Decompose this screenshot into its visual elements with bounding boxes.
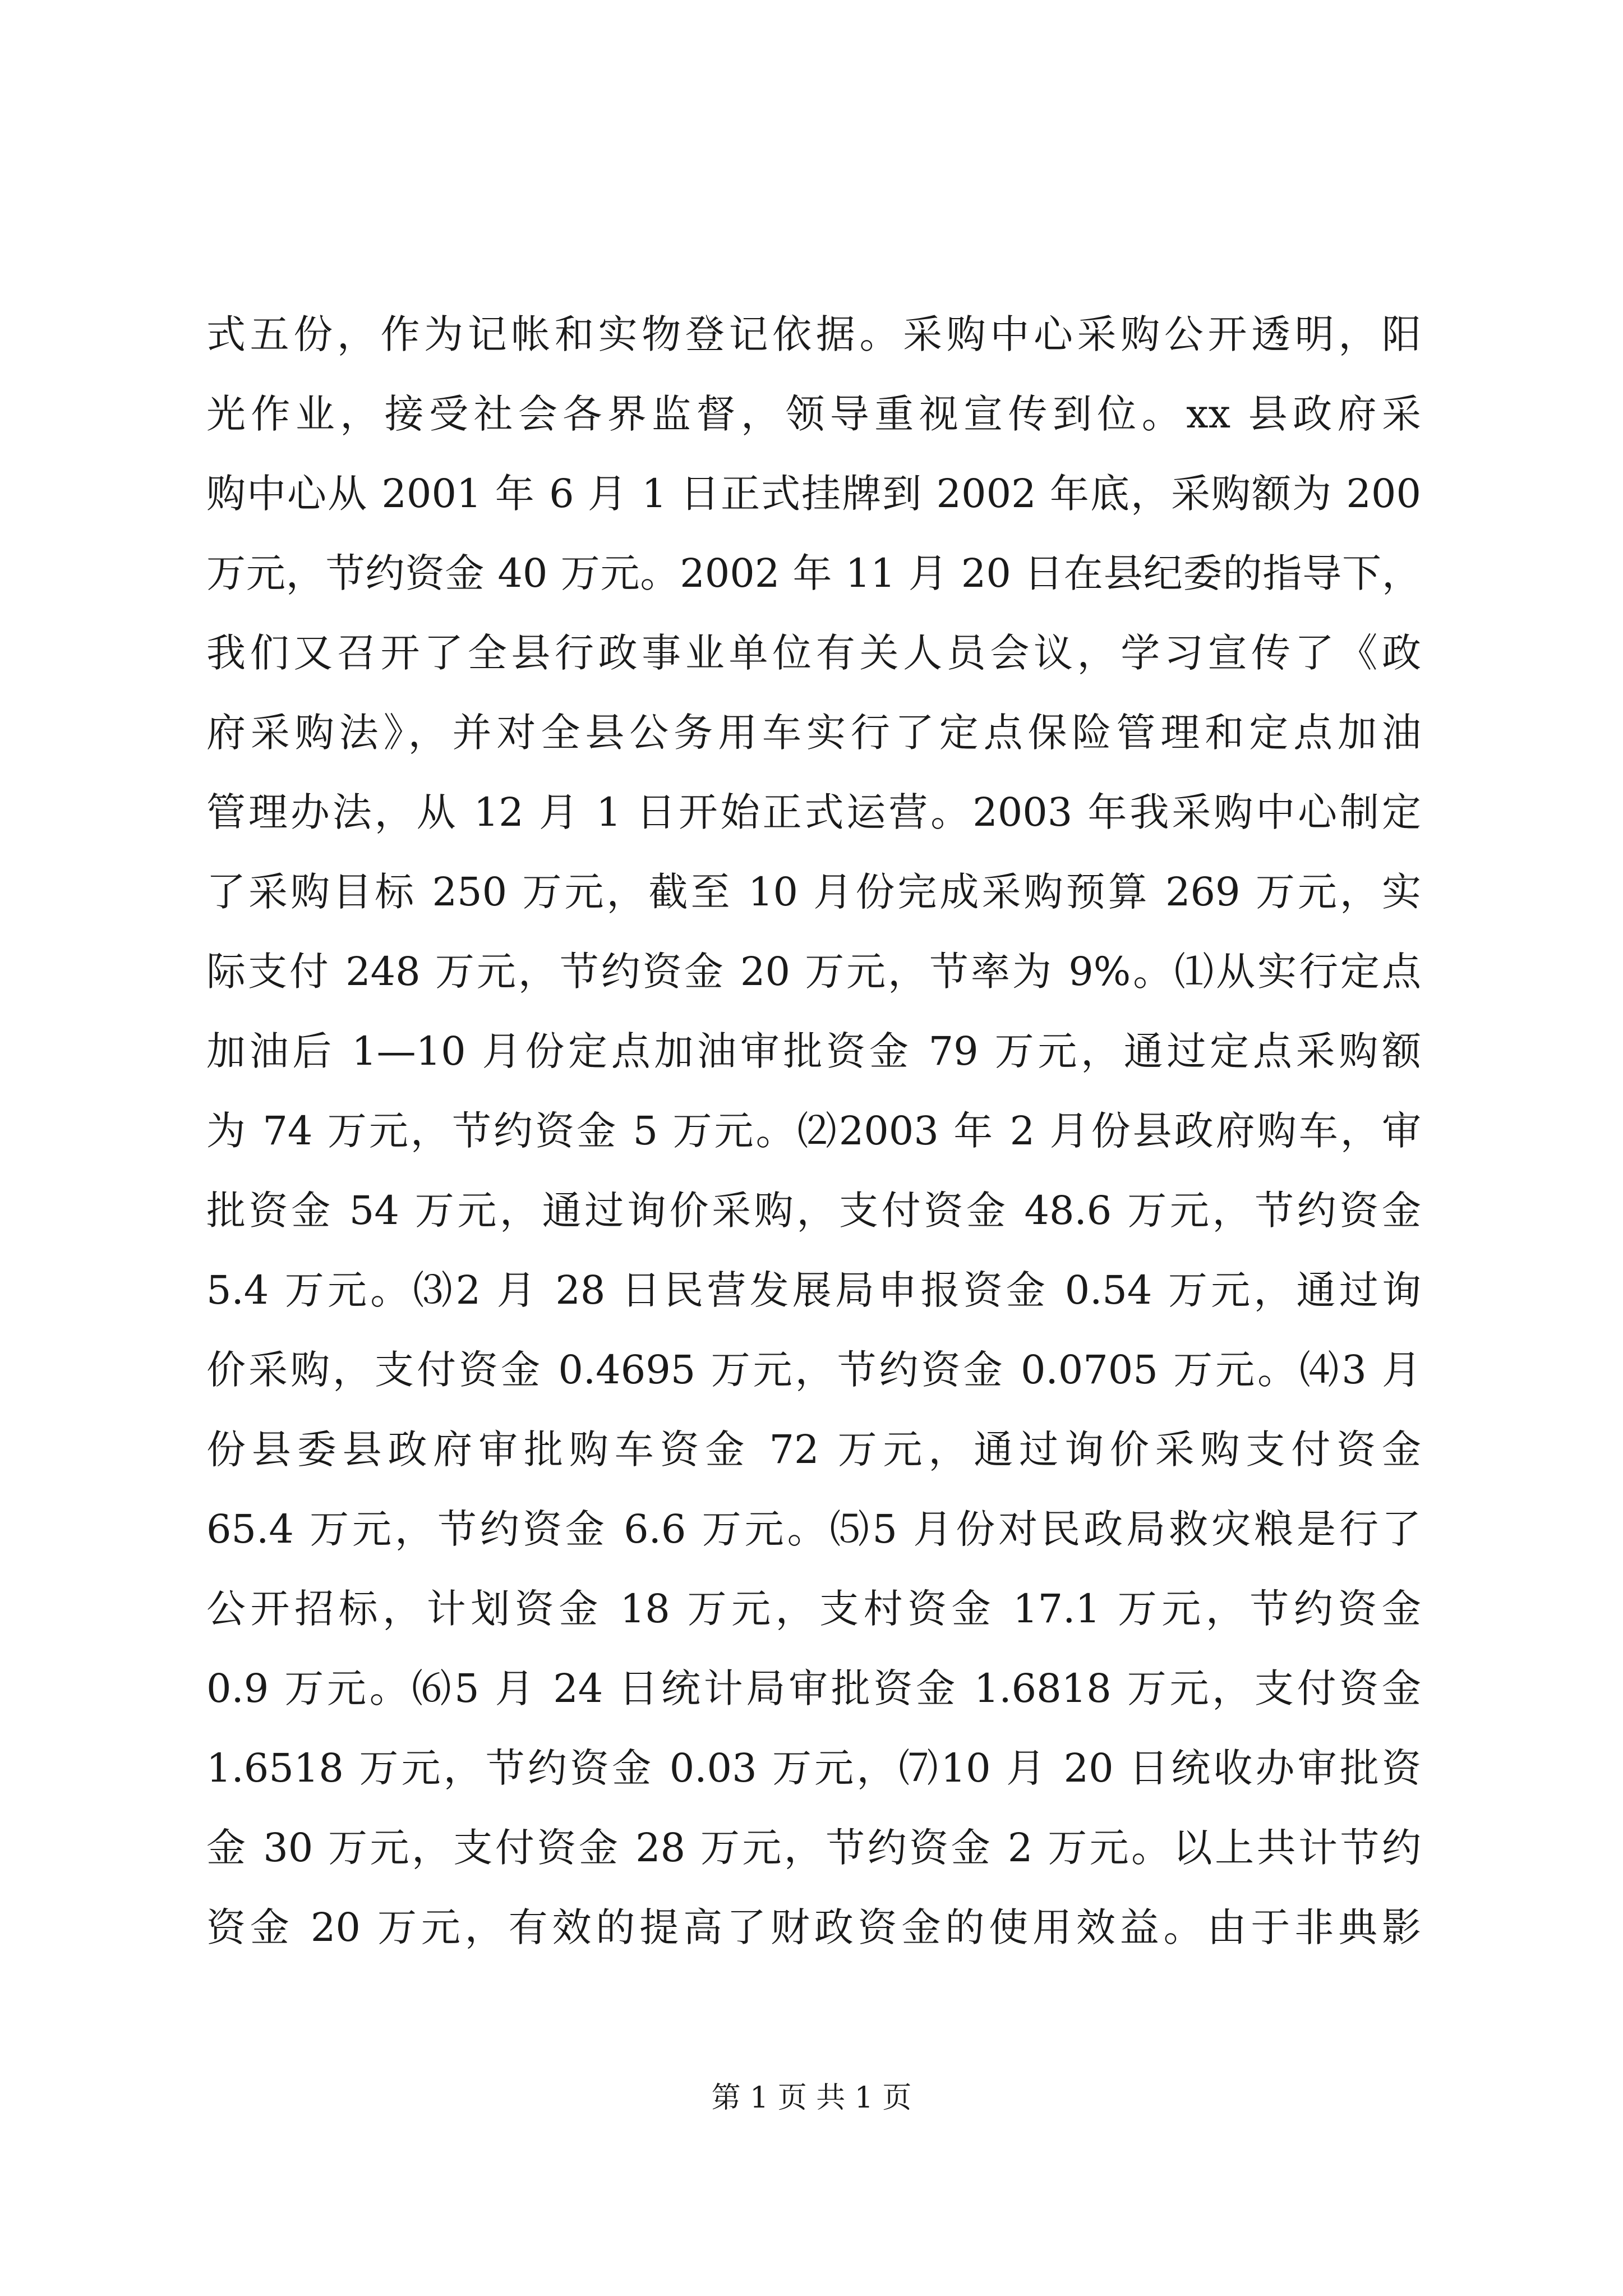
text-line: 1.6518 万元，节约资金 0.03 万元，⑺10 月 20 日统收办审批资 (206, 1745, 1421, 1791)
text-line: 5.4 万元。⑶2 月 28 日民营发展局申报资金 0.54 万元，通过询 (206, 1267, 1421, 1313)
body-text (206, 295, 1421, 1967)
text-line: 光作业，接受社会各界监督，领导重视宣传到位。xx 县政府采 (206, 391, 1421, 437)
text-line: 了采购目标 250 万元，截至 10 月份完成采购预算 269 万元，实 (206, 869, 1421, 915)
text-line: 式五份，作为记帐和实物登记依据。采购中心采购公开透明，阳 (206, 311, 1421, 357)
text-line: 公开招标，计划资金 18 万元，支村资金 17.1 万元，节约资金 (206, 1586, 1421, 1632)
text-line: 份县委县政府审批购车资金 72 万元，通过询价采购支付资金 (206, 1427, 1421, 1473)
text-line: 购中心从 2001 年 6 月 1 日正式挂牌到 2002 年底，采购额为 200 (206, 471, 1421, 517)
text-line: 资金 20 万元，有效的提高了财政资金的使用效益。由于非典影 (206, 1904, 1421, 1950)
text-line: 府采购法》，并对全县公务用车实行了定点保险管理和定点加油 (206, 710, 1421, 756)
text-line: 加油后 1—10 月份定点加油审批资金 79 万元，通过定点采购额 (206, 1028, 1421, 1074)
text-line: 管理办法，从 12 月 1 日开始正式运营。2003 年我采购中心制定 (206, 789, 1421, 835)
text-line: 65.4 万元，节约资金 6.6 万元。⑸5 月份对民政局救灾粮是行了 (206, 1506, 1421, 1552)
text-line: 为 74 万元，节约资金 5 万元。⑵2003 年 2 月份县政府购车，审 (206, 1108, 1421, 1154)
text-line: 万元，节约资金 40 万元。2002 年 11 月 20 日在县纪委的指导下， (206, 550, 1421, 596)
text-line: 金 30 万元，支付资金 28 万元，节约资金 2 万元。以上共计节约 (206, 1825, 1421, 1871)
page-footer: 第 1 页 共 1 页 (711, 2081, 912, 2115)
text-line: 批资金 54 万元，通过询价采购，支付资金 48.6 万元，节约资金 (206, 1188, 1421, 1234)
text-line: 我们又召开了全县行政事业单位有关人员会议，学习宣传了《政 (206, 630, 1421, 676)
text-line: 价采购，支付资金 0.4695 万元，节约资金 0.0705 万元。⑷3 月 (206, 1347, 1421, 1393)
text-line: 0.9 万元。⑹5 月 24 日统计局审批资金 1.6818 万元，支付资金 (206, 1665, 1421, 1711)
text-line: 际支付 248 万元，节约资金 20 万元，节率为 9%。⑴从实行定点 (206, 949, 1421, 995)
